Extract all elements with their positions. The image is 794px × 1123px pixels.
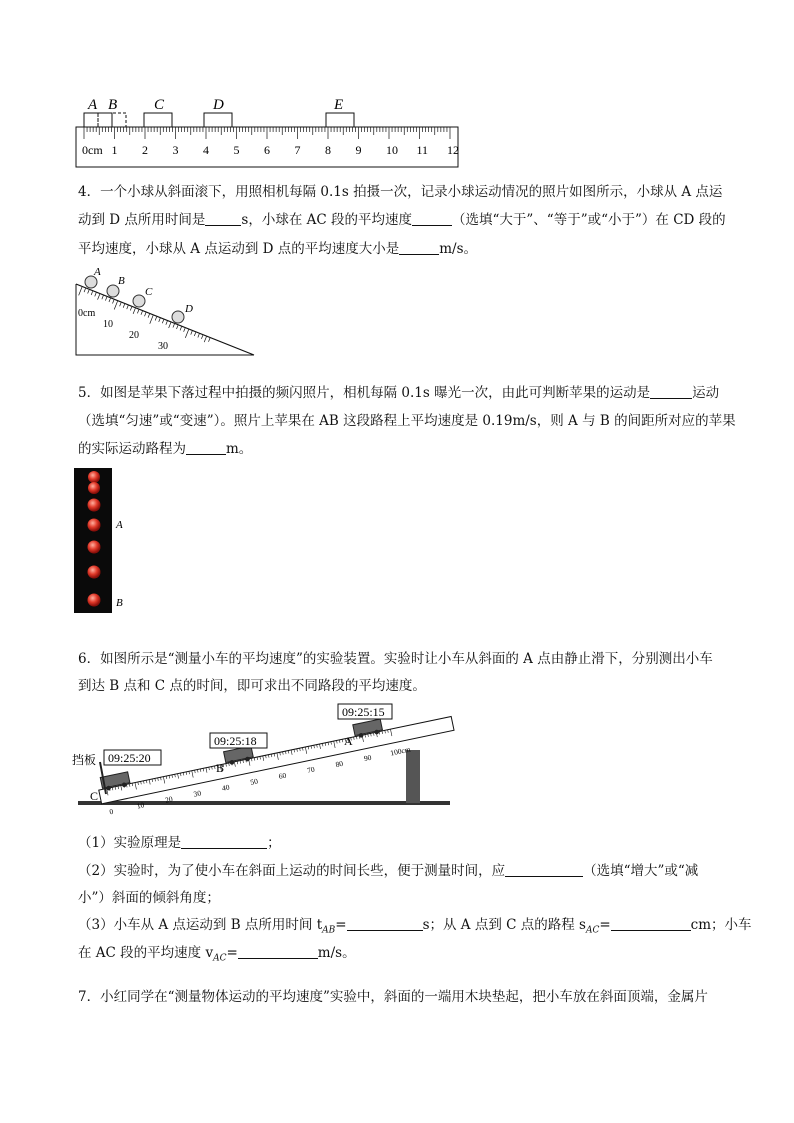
time-b: 09:25:18 [214,734,257,748]
incline-tick [84,288,85,292]
incline-tick [145,313,146,317]
incline-tick [184,328,185,332]
block-c [144,113,172,127]
incline-tick [130,307,131,311]
q6-blank-angle[interactable] [505,862,583,877]
scale-label: 20 [164,794,174,805]
cart-label-c: C [90,789,99,803]
ruler-label-e: E [334,97,344,113]
q5-blank-distance[interactable] [186,440,226,455]
incline-figure [70,266,260,361]
q4-blank-time[interactable] [205,211,241,226]
ruler-number: 0cm [82,143,103,157]
q4-text: 平均速度，小球从 A 点运动到 D 点的平均速度大小是 [78,241,400,257]
scale-label: 60 [277,770,288,781]
q6-text: ； [267,835,281,851]
scale-label: 70 [306,764,316,775]
q5-line-1 [78,383,719,403]
ruler-label-b: B [108,97,118,113]
apple-5 [88,541,101,554]
q6-sub-3 [78,915,752,941]
q4-text: s，小球在 AC 段的平均速度 [241,212,412,228]
incline-tick [159,318,160,322]
ruler-number: 4 [203,143,209,157]
incline-tick [166,321,167,325]
q6-sub-4 [78,943,356,969]
q4-blank-compare[interactable] [412,211,452,226]
incline-tick [177,325,178,329]
incline-tick [79,287,82,295]
q4-text: （选填“大于”、“等于”或“小于”）在 CD 段的 [452,212,726,228]
incline-tick [185,330,188,338]
incline-tick [191,331,192,335]
ruler-label-a: A [88,97,98,113]
incline-tick [109,298,110,302]
q4-line-2 [78,210,726,230]
q7-line-1: 7．小红同学在“测量物体运动的平均速度”实验中，斜面的一端用木块垫起，把小车放在斜面顶端，金属片 [78,989,708,1005]
scale-label: 80 [334,758,344,770]
q6-sub-1 [78,833,281,853]
incline-tick [204,337,206,343]
q6-blank-principle[interactable] [181,834,267,849]
apple-strobe-photo [74,468,134,616]
incline-tick [137,310,138,314]
incline-tick [201,335,202,339]
incline-tick [141,311,142,315]
incline-tick [88,290,89,294]
q6-text: = [335,917,347,933]
time-c: 09:25:20 [108,751,151,765]
incline-tick [150,315,153,323]
apple-1 [88,471,100,483]
incline-tick [209,338,210,342]
scale-label: 50 [249,776,259,787]
incline-tick [102,296,103,300]
apple-7 [88,594,101,607]
q5-line-3 [78,439,252,459]
q6-text: cm；小车 [690,917,752,933]
time-a: 09:25:15 [342,705,385,719]
cart-label-a: A [344,734,353,748]
incline-tick [120,303,121,307]
ruler-number: 5 [233,143,240,157]
incline-scale-0: 0cm [78,308,96,319]
support-block [406,750,420,803]
q4-text: m/s。 [439,241,478,257]
q4-text: 动到 D 点所用时间是 [78,212,206,228]
incline-scale-30: 30 [158,341,168,352]
apple-4 [88,519,101,532]
apple-6 [88,566,101,579]
q6-sub-2-cont: 小”）斜面的倾斜角度； [78,890,220,906]
ball-label-a: A [94,266,101,278]
q6-text: （1）实验原理是 [78,835,182,851]
cart-label-b: B [216,761,225,775]
scale-label: 90 [363,752,373,764]
ball-label-b: B [118,275,125,287]
q4-blank-speed[interactable] [399,240,439,255]
ruler-number: 12 [447,143,459,157]
ball-c [133,295,145,307]
incline-tick [123,304,124,308]
incline-tick [91,291,92,295]
ruler-number: 7 [294,143,301,157]
ruler-number: 3 [172,143,179,157]
incline-tick [113,300,114,304]
q6-sub-2 [78,861,698,881]
q6-line-1: 6．如图所示是“测量小车的平均速度”的实验装置。实验时让小车从斜面的 A 点由静止滑下，分别测出小车 [78,651,713,667]
q6-sub-ac: AC [585,925,600,936]
baffle-label: 挡板 [72,753,97,767]
incline-tick [127,305,128,309]
scale-label: 30 [192,788,202,799]
incline-tick [194,332,195,336]
q5-text: 的实际运动路程为 [78,441,186,457]
incline-tick [105,297,106,301]
q6-blank-vac[interactable] [238,944,318,959]
block-e [326,113,354,127]
ruler-number: 10 [386,143,398,157]
incline-tick [95,293,96,297]
q6-blank-tab[interactable] [347,916,423,931]
block-d [204,113,232,127]
q6-blank-sac[interactable] [611,916,691,931]
q6-text: = [226,945,238,961]
ball-label-c: C [145,286,153,298]
apple-3 [88,499,101,512]
scale-label: 40 [221,782,231,793]
incline-tick [169,322,171,328]
q5-text: 5．如图是苹果下落过程中拍摄的频闪照片，相机每隔 0.1s 曝光一次，由此可判断苹果的运动是 [78,385,651,401]
q5-line-2: （选填“匀速”或“变速”）。照片上苹果在 AB 这段路程上平均速度是 0.19m/s，则 A 与 B 的间距所对应的苹果 [78,413,736,429]
q6-text: （选填“增大”或“减 [583,863,699,879]
incline-tick [162,320,163,324]
ruler-number: 6 [264,143,270,157]
q6-text: （3）小车从 A 点运动到 B 点所用时间 t [78,917,323,933]
incline-scale-10: 10 [103,319,113,330]
q5-text: 运动 [692,385,720,401]
q6-text: （2）实验时，为了使小车在斜面上运动的时间长些，便于测量时间，应 [78,863,506,879]
scale-label: 0 [108,806,115,817]
ball-d [172,311,184,323]
q5-text: m。 [226,441,253,457]
ruler-number: 2 [142,143,148,157]
q6-text: 在 AC 段的平均速度 v [78,945,214,961]
apple-2 [88,482,100,494]
q6-text: m/s。 [317,945,356,961]
ruler-number: 11 [416,143,429,157]
incline-tick [133,308,135,314]
incline-tick [114,301,117,309]
incline-tick [173,324,174,328]
apple-label-b: B [116,597,123,609]
ruler-label-d: D [213,97,224,113]
incline-scale-20: 20 [129,330,139,341]
ball-label-d: D [185,303,193,315]
q6-sub-ab: AB [322,925,336,936]
q4-line-1: 4．一个小球从斜面滚下，用照相机每隔 0.1s 拍摄一次，记录小球运动情况的照片如图所示，小球从 A 点运 [78,184,723,200]
incline-tick [155,317,156,321]
scale-label: 100cm [389,744,412,758]
q6-text: = [599,917,611,933]
q6-line-2: 到达 B 点和 C 点的时间，即可求出不同路段的平均速度。 [78,678,426,694]
incline-tick [98,294,100,300]
cart-incline-figure [70,702,460,824]
apple-label-a: A [116,519,123,531]
scale-label: 10 [135,800,146,811]
incline-tick [180,327,181,331]
q6-text: s；从 A 点到 C 点的路程 s [422,917,586,933]
ruler-label-c: C [154,97,165,113]
q4-line-3 [78,239,477,259]
ruler-number: 8 [325,143,331,157]
q5-blank-motion[interactable] [650,384,692,399]
q6-sub-vac: AC [213,953,227,964]
incline-tick [198,334,199,338]
ruler-figure [70,92,470,172]
incline-tick [148,314,149,318]
ruler-number: 1 [111,143,118,157]
ruler-number: 9 [355,143,362,157]
